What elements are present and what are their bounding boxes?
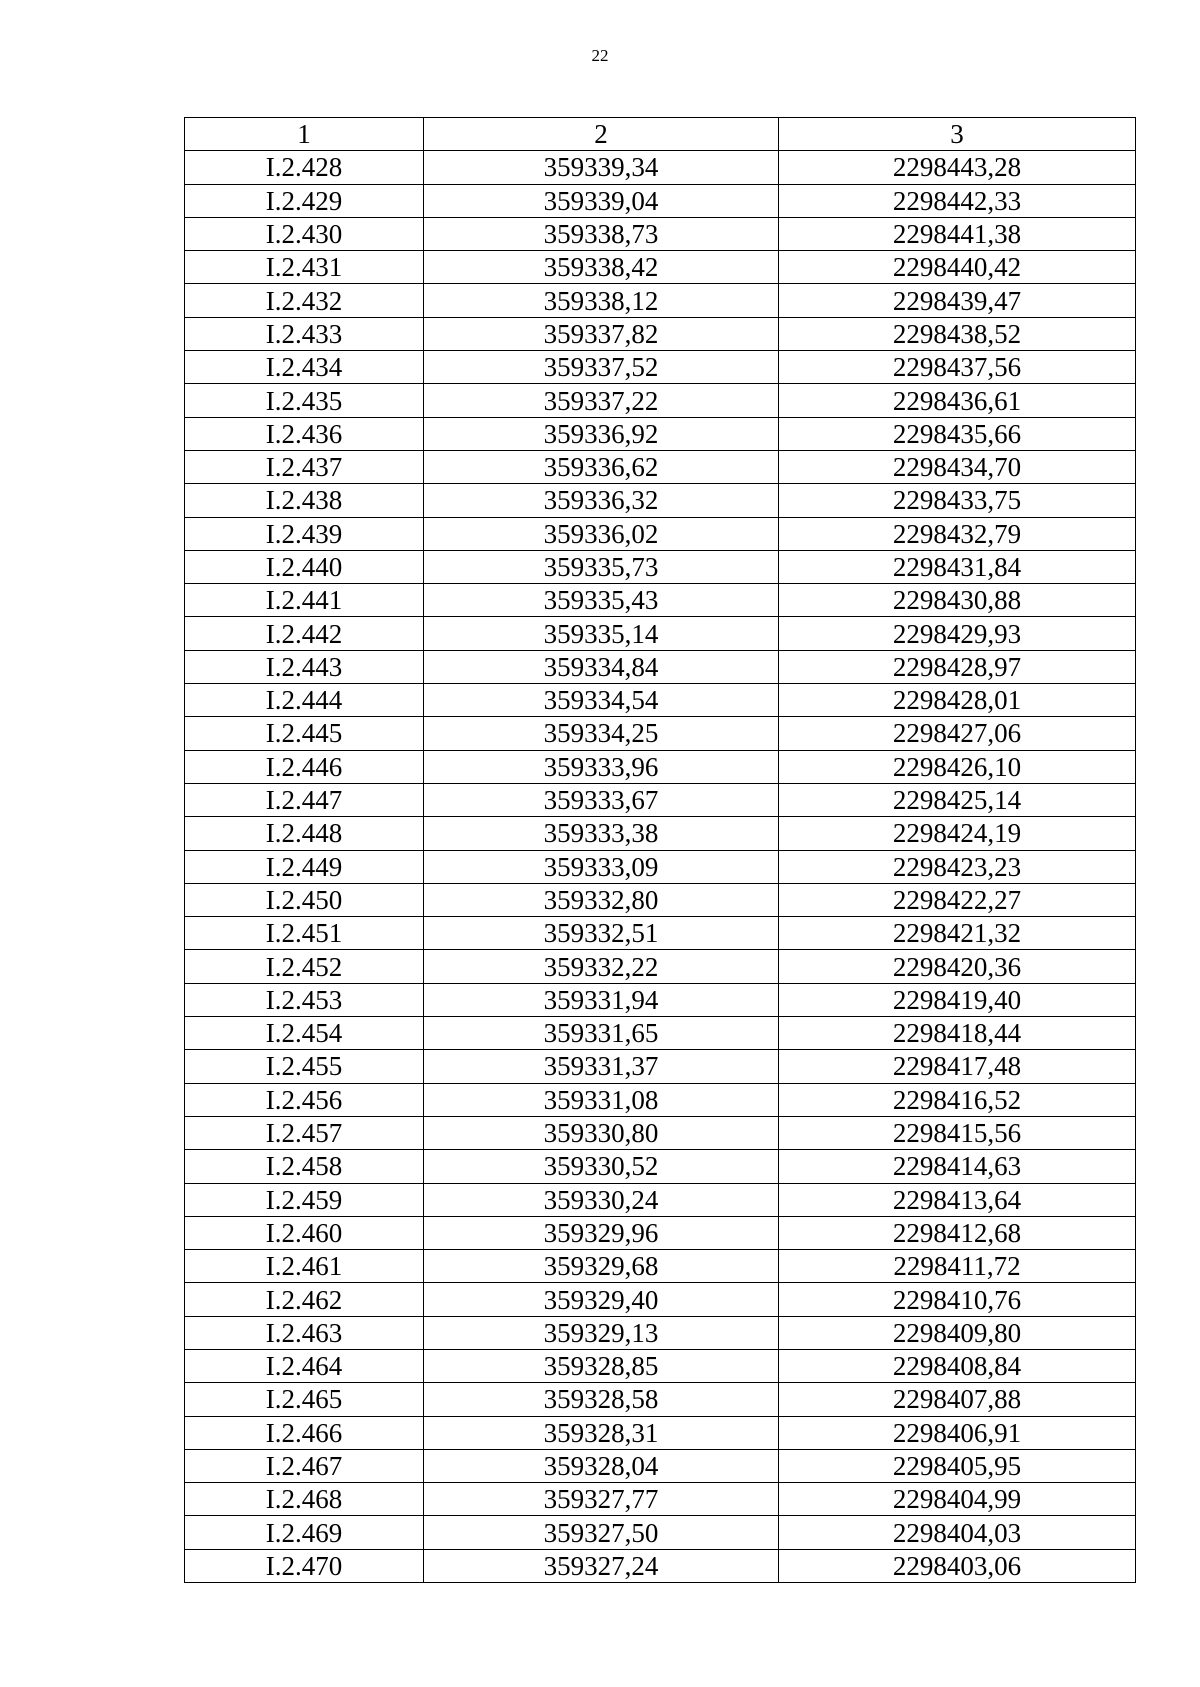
point-id-cell: I.2.455 <box>185 1050 424 1083</box>
point-id-cell: I.2.465 <box>185 1383 424 1416</box>
table-row <box>185 1116 1136 1149</box>
table-row <box>185 1083 1136 1116</box>
point-id-cell: I.2.456 <box>185 1083 424 1116</box>
coordinate-x-cell: 359328,31 <box>424 1416 779 1449</box>
coordinate-y-cell: 2298404,03 <box>779 1516 1136 1549</box>
coordinate-y-cell: 2298429,93 <box>779 617 1136 650</box>
table-header <box>185 118 1136 151</box>
coordinate-x-cell: 359330,80 <box>424 1116 779 1149</box>
table-row <box>185 1516 1136 1549</box>
point-id-cell: I.2.452 <box>185 950 424 983</box>
header-row <box>185 118 1136 151</box>
point-id-cell: I.2.449 <box>185 850 424 883</box>
coordinate-y-cell: 2298416,52 <box>779 1083 1136 1116</box>
point-id-cell: I.2.444 <box>185 684 424 717</box>
coordinate-x-cell: 359337,22 <box>424 384 779 417</box>
table-row <box>185 284 1136 317</box>
coordinate-y-cell: 2298412,68 <box>779 1216 1136 1249</box>
table-row <box>185 717 1136 750</box>
coordinate-y-cell: 2298419,40 <box>779 983 1136 1016</box>
coordinate-x-cell: 359334,84 <box>424 650 779 683</box>
table-row <box>185 1449 1136 1482</box>
table-body <box>185 151 1136 1583</box>
coordinate-x-cell: 359334,54 <box>424 684 779 717</box>
point-id-cell: I.2.468 <box>185 1483 424 1516</box>
table-row <box>185 384 1136 417</box>
coordinate-x-cell: 359336,32 <box>424 484 779 517</box>
point-id-cell: I.2.459 <box>185 1183 424 1216</box>
coordinate-x-cell: 359328,85 <box>424 1349 779 1382</box>
coordinate-y-cell: 2298428,97 <box>779 650 1136 683</box>
coordinate-y-cell: 2298420,36 <box>779 950 1136 983</box>
coordinate-y-cell: 2298424,19 <box>779 817 1136 850</box>
coordinate-x-cell: 359335,73 <box>424 550 779 583</box>
point-id-cell: I.2.439 <box>185 517 424 550</box>
table-row <box>185 650 1136 683</box>
table-row <box>185 584 1136 617</box>
table-row <box>185 1316 1136 1349</box>
point-id-cell: I.2.461 <box>185 1250 424 1283</box>
coordinate-x-cell: 359329,13 <box>424 1316 779 1349</box>
coordinate-x-cell: 359327,24 <box>424 1549 779 1582</box>
point-id-cell: I.2.430 <box>185 217 424 250</box>
coordinate-y-cell: 2298437,56 <box>779 351 1136 384</box>
coordinate-x-cell: 359335,43 <box>424 584 779 617</box>
coordinate-x-cell: 359332,51 <box>424 917 779 950</box>
coordinate-x-cell: 359332,80 <box>424 883 779 916</box>
point-id-cell: I.2.463 <box>185 1316 424 1349</box>
point-id-cell: I.2.436 <box>185 417 424 450</box>
coordinate-y-cell: 2298422,27 <box>779 883 1136 916</box>
coordinate-y-cell: 2298409,80 <box>779 1316 1136 1349</box>
point-id-cell: I.2.434 <box>185 351 424 384</box>
point-id-cell: I.2.441 <box>185 584 424 617</box>
table-row <box>185 351 1136 384</box>
coordinate-y-cell: 2298435,66 <box>779 417 1136 450</box>
table-row <box>185 1017 1136 1050</box>
point-id-cell: I.2.433 <box>185 317 424 350</box>
table-row <box>185 1183 1136 1216</box>
coordinate-y-cell: 2298414,63 <box>779 1150 1136 1183</box>
point-id-cell: I.2.454 <box>185 1017 424 1050</box>
table-row <box>185 517 1136 550</box>
coordinate-y-cell: 2298443,28 <box>779 151 1136 184</box>
table-row <box>185 950 1136 983</box>
coordinate-y-cell: 2298430,88 <box>779 584 1136 617</box>
table-row <box>185 251 1136 284</box>
coordinate-y-cell: 2298405,95 <box>779 1449 1136 1482</box>
coordinate-y-cell: 2298421,32 <box>779 917 1136 950</box>
point-id-cell: I.2.446 <box>185 750 424 783</box>
table-row <box>185 917 1136 950</box>
point-id-cell: I.2.445 <box>185 717 424 750</box>
point-id-cell: I.2.429 <box>185 184 424 217</box>
coordinate-x-cell: 359338,12 <box>424 284 779 317</box>
point-id-cell: I.2.438 <box>185 484 424 517</box>
coordinate-y-cell: 2298428,01 <box>779 684 1136 717</box>
table-row <box>185 1216 1136 1249</box>
coordinate-y-cell: 2298403,06 <box>779 1549 1136 1582</box>
coordinate-x-cell: 359331,08 <box>424 1083 779 1116</box>
coordinate-x-cell: 359338,42 <box>424 251 779 284</box>
table-row <box>185 750 1136 783</box>
point-id-cell: I.2.443 <box>185 650 424 683</box>
coordinate-x-cell: 359336,92 <box>424 417 779 450</box>
coordinate-y-cell: 2298441,38 <box>779 217 1136 250</box>
column-header-2: 2 <box>424 118 779 151</box>
point-id-cell: I.2.447 <box>185 783 424 816</box>
coordinate-x-cell: 359329,96 <box>424 1216 779 1249</box>
coordinate-y-cell: 2298411,72 <box>779 1250 1136 1283</box>
point-id-cell: I.2.451 <box>185 917 424 950</box>
coordinate-y-cell: 2298413,64 <box>779 1183 1136 1216</box>
point-id-cell: I.2.466 <box>185 1416 424 1449</box>
coordinates-table <box>184 117 1136 1583</box>
table-row <box>185 617 1136 650</box>
coordinate-y-cell: 2298406,91 <box>779 1416 1136 1449</box>
point-id-cell: I.2.470 <box>185 1549 424 1582</box>
coordinate-x-cell: 359339,34 <box>424 151 779 184</box>
coordinate-x-cell: 359330,52 <box>424 1150 779 1183</box>
table-row <box>185 1349 1136 1382</box>
table-row <box>185 450 1136 483</box>
point-id-cell: I.2.442 <box>185 617 424 650</box>
coordinate-y-cell: 2298407,88 <box>779 1383 1136 1416</box>
table-row <box>185 217 1136 250</box>
column-header-3: 3 <box>779 118 1136 151</box>
coordinate-y-cell: 2298415,56 <box>779 1116 1136 1149</box>
coordinate-x-cell: 359339,04 <box>424 184 779 217</box>
table-row <box>185 550 1136 583</box>
coordinate-x-cell: 359327,77 <box>424 1483 779 1516</box>
coordinate-x-cell: 359331,65 <box>424 1017 779 1050</box>
coordinate-y-cell: 2298431,84 <box>779 550 1136 583</box>
table-row <box>185 983 1136 1016</box>
point-id-cell: I.2.435 <box>185 384 424 417</box>
table-row <box>185 783 1136 816</box>
column-header-1: 1 <box>185 118 424 151</box>
coordinate-y-cell: 2298434,70 <box>779 450 1136 483</box>
table-row <box>185 417 1136 450</box>
coordinate-x-cell: 359328,04 <box>424 1449 779 1482</box>
coordinate-x-cell: 359333,09 <box>424 850 779 883</box>
coordinate-y-cell: 2298436,61 <box>779 384 1136 417</box>
table-row <box>185 1050 1136 1083</box>
coordinate-x-cell: 359327,50 <box>424 1516 779 1549</box>
table-row <box>185 484 1136 517</box>
coordinate-x-cell: 359333,38 <box>424 817 779 850</box>
table-row <box>185 883 1136 916</box>
table-row <box>185 1250 1136 1283</box>
coordinate-x-cell: 359336,02 <box>424 517 779 550</box>
table-row <box>185 1416 1136 1449</box>
coordinate-x-cell: 359336,62 <box>424 450 779 483</box>
coordinate-x-cell: 359329,68 <box>424 1250 779 1283</box>
table-row <box>185 684 1136 717</box>
coordinate-x-cell: 359338,73 <box>424 217 779 250</box>
table-row <box>185 1549 1136 1582</box>
coordinate-x-cell: 359331,94 <box>424 983 779 1016</box>
table-row <box>185 1483 1136 1516</box>
point-id-cell: I.2.432 <box>185 284 424 317</box>
coordinate-y-cell: 2298439,47 <box>779 284 1136 317</box>
coordinate-x-cell: 359337,52 <box>424 351 779 384</box>
coordinate-y-cell: 2298423,23 <box>779 850 1136 883</box>
table-row <box>185 317 1136 350</box>
point-id-cell: I.2.450 <box>185 883 424 916</box>
point-id-cell: I.2.440 <box>185 550 424 583</box>
coordinate-x-cell: 359329,40 <box>424 1283 779 1316</box>
coordinate-y-cell: 2298442,33 <box>779 184 1136 217</box>
coordinate-y-cell: 2298417,48 <box>779 1050 1136 1083</box>
coordinate-x-cell: 359334,25 <box>424 717 779 750</box>
coordinate-y-cell: 2298427,06 <box>779 717 1136 750</box>
coordinate-y-cell: 2298408,84 <box>779 1349 1136 1382</box>
point-id-cell: I.2.469 <box>185 1516 424 1549</box>
coordinate-x-cell: 359328,58 <box>424 1383 779 1416</box>
table-row <box>185 850 1136 883</box>
table-row <box>185 1150 1136 1183</box>
coordinate-x-cell: 359330,24 <box>424 1183 779 1216</box>
coordinate-y-cell: 2298440,42 <box>779 251 1136 284</box>
coordinate-y-cell: 2298418,44 <box>779 1017 1136 1050</box>
point-id-cell: I.2.428 <box>185 151 424 184</box>
point-id-cell: I.2.464 <box>185 1349 424 1382</box>
coordinate-y-cell: 2298432,79 <box>779 517 1136 550</box>
table-row <box>185 1383 1136 1416</box>
coordinate-y-cell: 2298426,10 <box>779 750 1136 783</box>
table-row <box>185 1283 1136 1316</box>
point-id-cell: I.2.467 <box>185 1449 424 1482</box>
coordinate-y-cell: 2298410,76 <box>779 1283 1136 1316</box>
point-id-cell: I.2.458 <box>185 1150 424 1183</box>
point-id-cell: I.2.457 <box>185 1116 424 1149</box>
coordinate-y-cell: 2298404,99 <box>779 1483 1136 1516</box>
coordinate-x-cell: 359333,67 <box>424 783 779 816</box>
page-number: 22 <box>591 46 609 65</box>
table-row <box>185 184 1136 217</box>
coordinate-y-cell: 2298438,52 <box>779 317 1136 350</box>
coordinate-x-cell: 359332,22 <box>424 950 779 983</box>
point-id-cell: I.2.437 <box>185 450 424 483</box>
table-row <box>185 151 1136 184</box>
point-id-cell: I.2.431 <box>185 251 424 284</box>
coordinate-y-cell: 2298433,75 <box>779 484 1136 517</box>
coordinate-x-cell: 359331,37 <box>424 1050 779 1083</box>
point-id-cell: I.2.453 <box>185 983 424 1016</box>
point-id-cell: I.2.460 <box>185 1216 424 1249</box>
point-id-cell: I.2.462 <box>185 1283 424 1316</box>
table-row <box>185 817 1136 850</box>
coordinate-x-cell: 359333,96 <box>424 750 779 783</box>
coordinate-y-cell: 2298425,14 <box>779 783 1136 816</box>
coordinate-x-cell: 359335,14 <box>424 617 779 650</box>
point-id-cell: I.2.448 <box>185 817 424 850</box>
coordinate-x-cell: 359337,82 <box>424 317 779 350</box>
